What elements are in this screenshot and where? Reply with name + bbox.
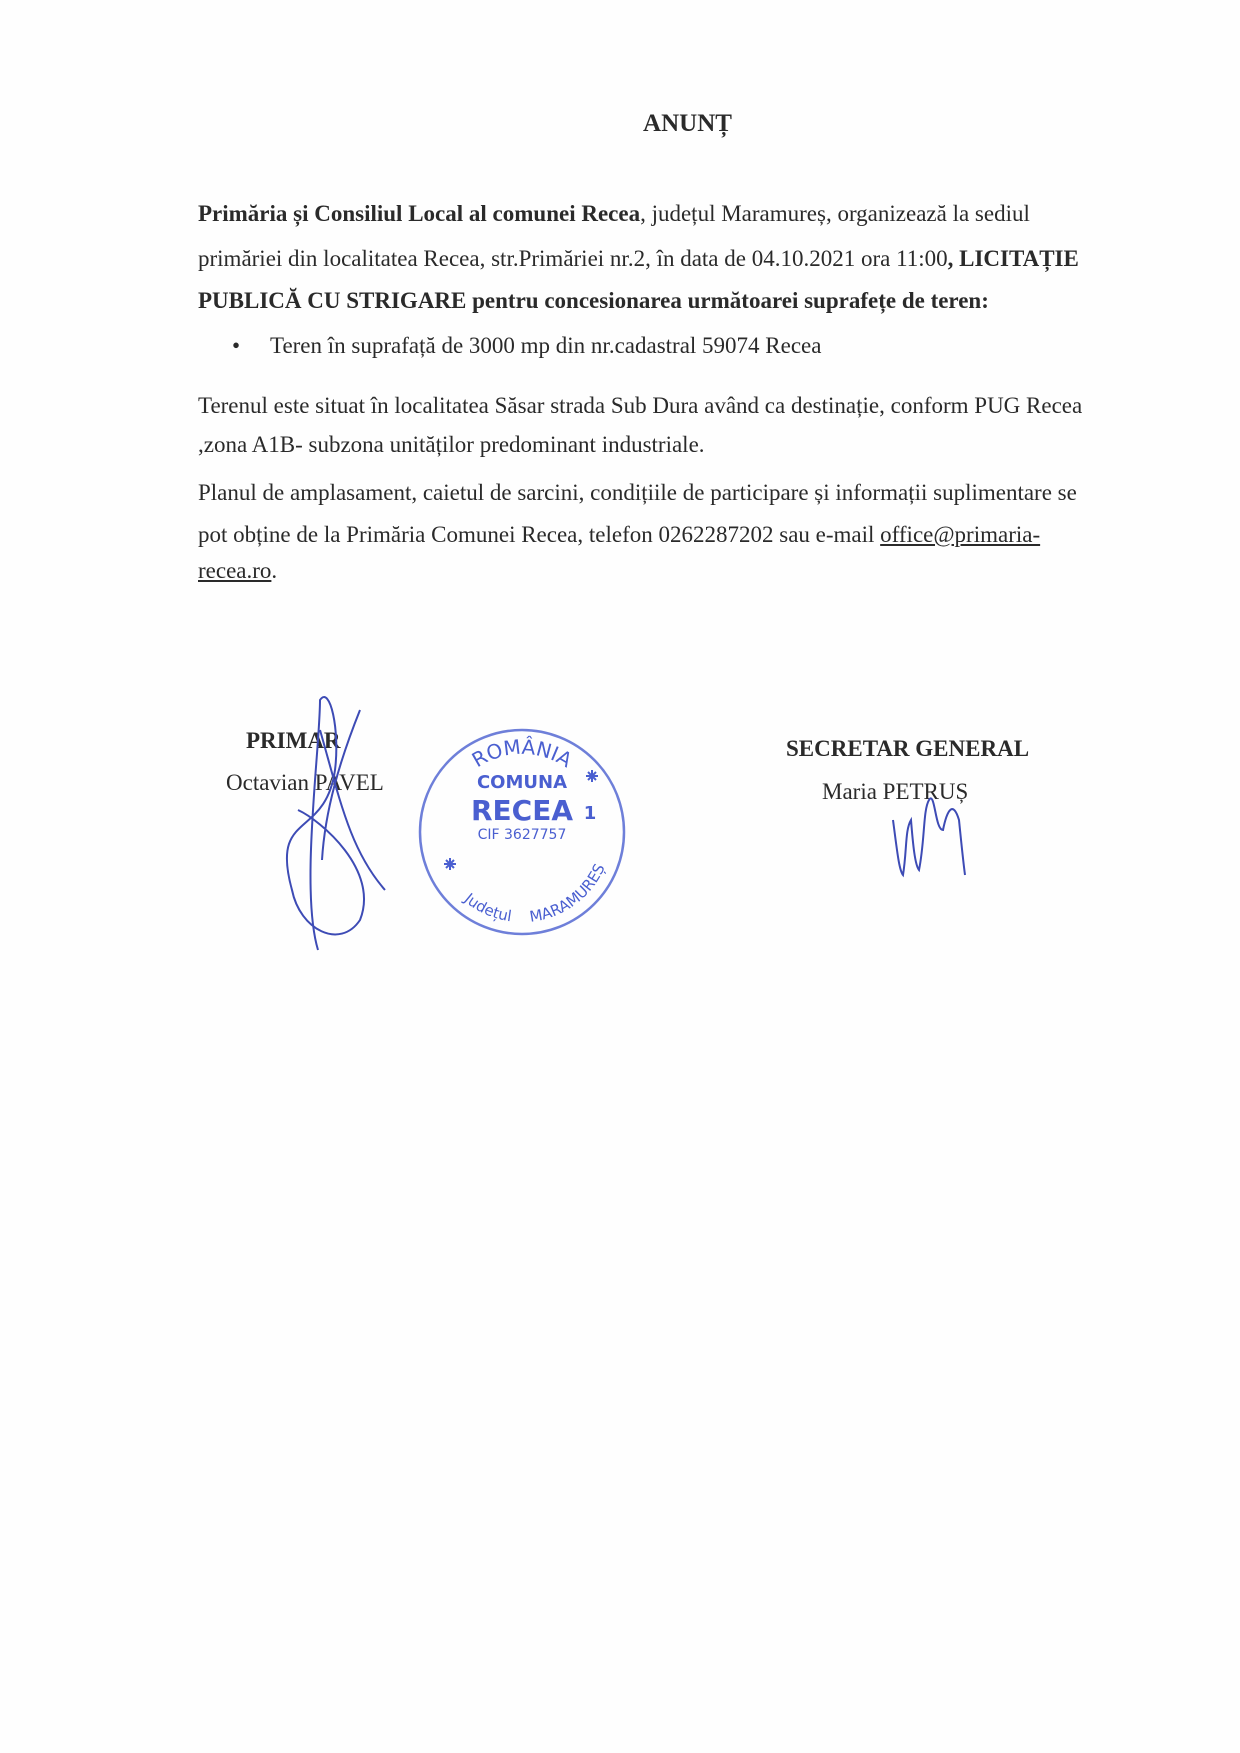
intro-line-2 <box>198 247 1079 270</box>
bullet-item: • <box>232 333 241 358</box>
intro-bold-2: , LICITAȚIE <box>947 246 1079 271</box>
stamp-center-2: RECEA <box>470 794 574 827</box>
para1-line-2: ,zona A1B- subzona unităților predominant industriale. <box>198 432 705 457</box>
stamp-star-icon <box>444 858 456 870</box>
intro-text: , județul Maramureș, organizează la sediul <box>640 201 1030 226</box>
para2-line-2 <box>198 523 1040 546</box>
email-link[interactable]: office@primaria- <box>880 522 1041 547</box>
stamp-text-bottom: Județul <box>460 889 513 926</box>
para1-line-1: Terenul este situat în localitatea Săsar strada Sub Dura având ca destinație, conform PUG Recea <box>198 393 1083 418</box>
secretary-signature <box>885 790 995 880</box>
stamp-text-top: ROMÂNIA <box>467 734 577 773</box>
email-link-cont[interactable]: recea.ro <box>198 558 272 583</box>
svg-text:MARAMUREȘ <box>528 861 608 926</box>
mayor-title: PRIMAR <box>246 728 341 753</box>
stamp-star-icon <box>586 770 598 782</box>
para2-line-3 <box>198 559 277 582</box>
official-stamp <box>402 712 642 952</box>
secretary-title: SECRETAR GENERAL <box>786 736 1030 761</box>
para2-text: pot obține de la Primăria Comunei Recea, telefon 0262287202 sau e-mail <box>198 522 881 547</box>
intro-text-2: primăriei din localitatea Recea, str.Primăriei nr.2, în data de 04.10.2021 ora 11:00 <box>198 246 948 271</box>
mayor-name: Octavian PAVEL <box>226 770 384 795</box>
svg-text:ROMÂNIA <box>468 735 577 773</box>
intro-line-3: PUBLICĂ CU STRIGARE pentru concesionarea următoarei suprafețe de teren: <box>198 288 989 313</box>
stamp-number: 1 <box>583 803 597 824</box>
intro-line-1 <box>198 202 1030 225</box>
stamp-text-right: MARAMUREȘ <box>528 860 609 926</box>
intro-bold: Primăria și Consiliul Local al comunei Recea <box>198 201 641 226</box>
secretary-name: Maria PETRUȘ <box>822 779 969 804</box>
stamp-cif: CIF 3627757 <box>477 827 567 843</box>
mayor-signature <box>280 690 410 960</box>
para2-line-1: Planul de amplasament, caietul de sarcini, condițiile de participare și informații suplimentare se <box>198 480 1077 505</box>
bullet-text: Teren în suprafață de 3000 mp din nr.cadastral 59074 Recea <box>270 333 822 358</box>
period: . <box>271 558 278 583</box>
stamp-center-1: COMUNA <box>476 772 568 793</box>
document-title: ANUNȚ <box>643 110 732 137</box>
